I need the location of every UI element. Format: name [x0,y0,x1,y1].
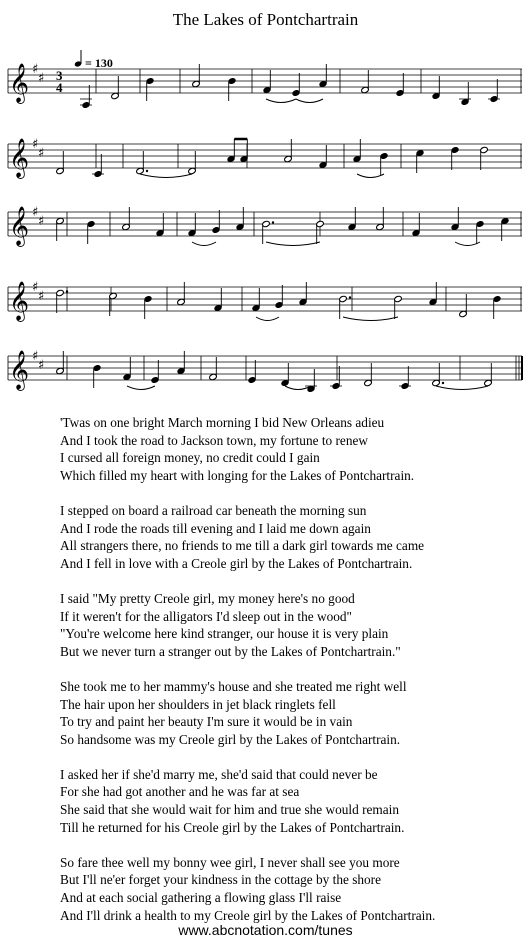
lyric-line: I cursed all foreign money, no credit could I gain [60,450,320,466]
slur [285,386,311,390]
treble-clef: 𝄞 [9,138,30,178]
treble-clef: 𝄞 [9,206,30,246]
lyric-line: So handsome was my Creole girl by the Lakes of Pontchartrain. [60,731,401,747]
lyric-line: 'Twas on one bright March morning I bid New Orleans adieu [60,415,385,430]
slur [296,99,323,103]
lyric-line: And I rode the roads till evening and I laid me down again [60,520,371,536]
lyric-line: "You're welcome here kind stranger, our house it is very plain [60,626,389,642]
key-sharp-c: ♯ [38,214,45,229]
treble-clef: 𝄞 [9,350,30,390]
lyric-line: I asked her if she'd marry me, she'd said that could never be [60,766,378,782]
lyric-line: Which filled my heart with longing for the Lakes of Pontchartrain. [60,467,415,483]
key-sharp-f: ♯ [32,349,39,364]
note-dot [272,221,274,223]
key-sharp-c: ♯ [38,146,45,161]
note-dot [66,290,68,292]
lyrics-stanza [60,678,520,748]
slur [140,174,192,178]
lyrics-stanza [60,590,520,660]
lyrics-stanza [60,414,520,484]
lyric-line: She said that she would wait for him and true she would remain [60,802,399,818]
tune-title: The Lakes of Pontchartrain [172,10,359,29]
lyric-line: And at each social gathering a flowing glass I'll raise [60,890,342,906]
treble-clef: 𝄞 [9,281,30,321]
slur [192,242,216,246]
lyrics-block [60,414,520,942]
lyric-line: So fare thee well my bonny wee girl, I never shall see you more [60,854,400,870]
lyrics-stanza [60,766,520,836]
lyric-line: And I fell in love with a Creole girl by the Lakes of Pontchartrain. [60,555,413,571]
lyric-line: I stepped on board a railroad car beneath the morning sun [60,502,367,518]
meter-denominator: 4 [56,80,63,95]
slur [256,317,279,321]
lyric-line: But I'll ne'er forget your kindness in the cottage by the shore [60,872,382,888]
slur [357,174,384,178]
key-sharp-c: ♯ [38,358,45,373]
key-sharp-c: ♯ [38,71,45,86]
lyric-line: If it weren't for the alligators I'd sleep out in the wood" [60,608,352,624]
lyric-line: The hair upon her shoulders in jet black ringlets fell [60,696,336,712]
lyric-line: Till he returned for his Creole girl by the Lakes of Pontchartrain. [60,819,405,835]
lyric-line: And I'll drink a health to my Creole girl by the Lakes of Pontchartrain. [60,907,436,923]
lyric-line: For she had got another and he was far at sea [60,784,300,800]
slur [266,242,320,246]
lyric-line: She took me to her mammy's house and she treated me right well [60,678,407,694]
treble-clef: 𝄞 [9,63,30,103]
tempo-text: = 130 [85,56,113,70]
footer-link[interactable]: www.abcnotation.com/tunes [178,922,353,938]
key-sharp-f: ♯ [32,205,39,220]
key-sharp-f: ♯ [32,280,39,295]
slur [436,386,488,390]
key-sharp-c: ♯ [38,289,45,304]
sheet-music-score [0,0,531,410]
lyric-line: I said "My pretty Creole girl, my money here's no good [60,590,355,606]
lyrics-stanza [60,854,520,924]
lyrics-stanza [60,502,520,572]
note-dot [442,382,444,384]
key-sharp-f: ♯ [32,62,39,77]
note-dot [349,296,351,298]
lyric-line: And I took the road to Jackson town, my fortune to renew [60,432,368,448]
meter-numerator: 3 [56,68,63,83]
lyric-line: To try and paint her beauty I'm sure it would be in vain [60,714,353,730]
key-sharp-f: ♯ [32,137,39,152]
lyric-line: But we never turn a stranger out by the Lakes of Pontchartrain." [60,643,401,659]
slur [266,99,296,103]
slur [127,386,155,390]
slur [343,317,398,321]
lyric-line: All strangers there, no friends to me till a dark girl towards me came [60,538,425,554]
note-dot [146,170,148,172]
